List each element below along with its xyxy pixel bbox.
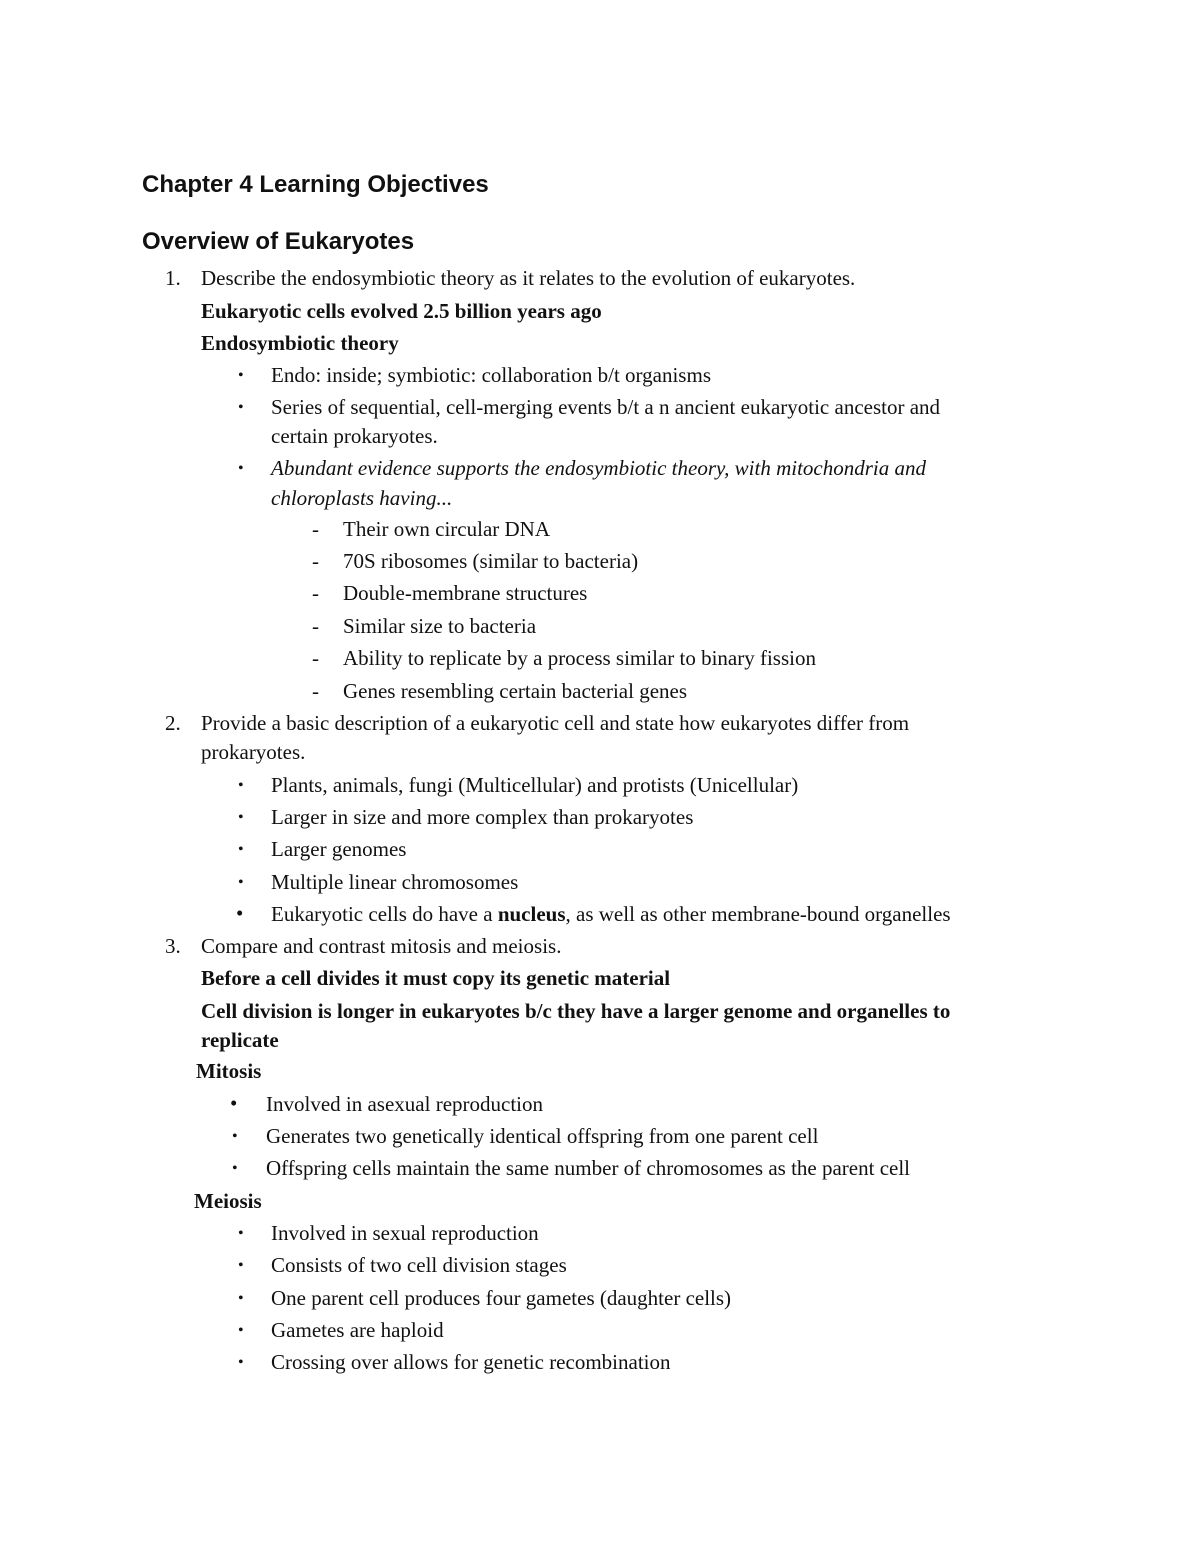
bullet-marker: • — [238, 1290, 244, 1307]
mitosis-heading: Mitosis — [196, 1059, 262, 1083]
bullet-marker: • — [238, 399, 244, 416]
list-number: 1. — [165, 266, 181, 290]
bullet-marker: • — [232, 1160, 238, 1177]
list-item: Consists of two cell division stages — [271, 1253, 567, 1277]
bullet-marker: • — [238, 874, 244, 891]
objective-text: Describe the endosymbiotic theory as it relates to the evolution of eukaryotes. — [201, 266, 856, 290]
list-item: Series of sequential, cell-merging events b/t a n ancient eukaryotic ancestor and — [271, 395, 941, 419]
list-number: 3. — [165, 934, 181, 958]
dash-marker: - — [312, 517, 319, 541]
list-item-continued: certain prokaryotes. — [271, 424, 438, 448]
bullet-marker: • — [238, 809, 244, 826]
note-line: Before a cell divides it must copy its genetic material — [201, 966, 671, 990]
sub-list-item: Double-membrane structures — [343, 581, 588, 605]
bullet-marker: • — [238, 1257, 244, 1274]
list-item: Larger genomes — [271, 837, 407, 861]
list-item: Larger in size and more complex than prokaryotes — [271, 805, 694, 829]
list-item: One parent cell produces four gametes (daughter cells) — [271, 1286, 732, 1310]
bullet-marker: • — [238, 367, 244, 384]
note-line: Eukaryotic cells evolved 2.5 billion years ago — [201, 299, 602, 323]
section-heading: Overview of Eukaryotes — [142, 228, 415, 255]
sub-list-item: Ability to replicate by a process similar to binary fission — [343, 646, 816, 670]
note-line: Endosymbiotic theory — [201, 331, 399, 355]
bullet-marker: • — [236, 901, 244, 925]
objective-text: Compare and contrast mitosis and meiosis. — [201, 934, 562, 958]
dash-marker: - — [312, 581, 319, 605]
list-item: Endo: inside; symbiotic: collaboration b/t organisms — [271, 363, 711, 387]
list-item: Involved in sexual reproduction — [271, 1221, 539, 1245]
list-item-continued: chloroplasts having... — [271, 486, 453, 510]
list-item: Generates two genetically identical offspring from one parent cell — [266, 1124, 819, 1148]
list-item: Involved in asexual reproduction — [266, 1092, 543, 1116]
nucleus-term: nucleus — [497, 902, 566, 926]
dash-marker: - — [312, 549, 319, 573]
list-item: Crossing over allows for genetic recombination — [271, 1350, 671, 1374]
bullet-marker: • — [238, 1225, 244, 1242]
sub-list-item: Their own circular DNA — [343, 517, 551, 541]
sub-list-item: Genes resembling certain bacterial genes — [343, 679, 688, 703]
list-item: Gametes are haploid — [271, 1318, 444, 1342]
note-line: Cell division is longer in eukaryotes b/c they have a larger genome and organelles to — [201, 999, 951, 1023]
bullet-marker: • — [230, 1091, 238, 1115]
list-item: Abundant evidence supports the endosymbiotic theory, with mitochondria and — [271, 456, 926, 480]
bullet-marker: • — [238, 841, 244, 858]
sub-list-item: 70S ribosomes (similar to bacteria) — [343, 549, 639, 573]
dash-marker: - — [312, 614, 319, 638]
bullet-marker: • — [238, 777, 244, 794]
objective-text-continued: prokaryotes. — [201, 740, 306, 764]
text-run: , as well as other membrane-bound organelles — [565, 902, 951, 926]
list-item: Offspring cells maintain the same number of chromosomes as the parent cell — [266, 1156, 911, 1180]
list-item: Multiple linear chromosomes — [271, 870, 519, 894]
dash-marker: - — [312, 679, 319, 703]
list-item — [271, 904, 951, 925]
bullet-marker: • — [238, 460, 244, 477]
list-item: Plants, animals, fungi (Multicellular) and protists (Unicellular) — [271, 773, 799, 797]
text-run: Eukaryotic cells do have a — [271, 902, 498, 926]
page-title: Chapter 4 Learning Objectives — [142, 171, 489, 198]
objective-text: Provide a basic description of a eukaryotic cell and state how eukaryotes differ from — [201, 711, 910, 735]
list-number: 2. — [165, 711, 181, 735]
meiosis-heading: Meiosis — [194, 1189, 262, 1213]
sub-list-item: Similar size to bacteria — [343, 614, 537, 638]
bullet-marker: • — [232, 1128, 238, 1145]
bullet-marker: • — [238, 1322, 244, 1339]
bullet-marker: • — [238, 1354, 244, 1371]
note-line: replicate — [201, 1028, 279, 1052]
dash-marker: - — [312, 646, 319, 670]
